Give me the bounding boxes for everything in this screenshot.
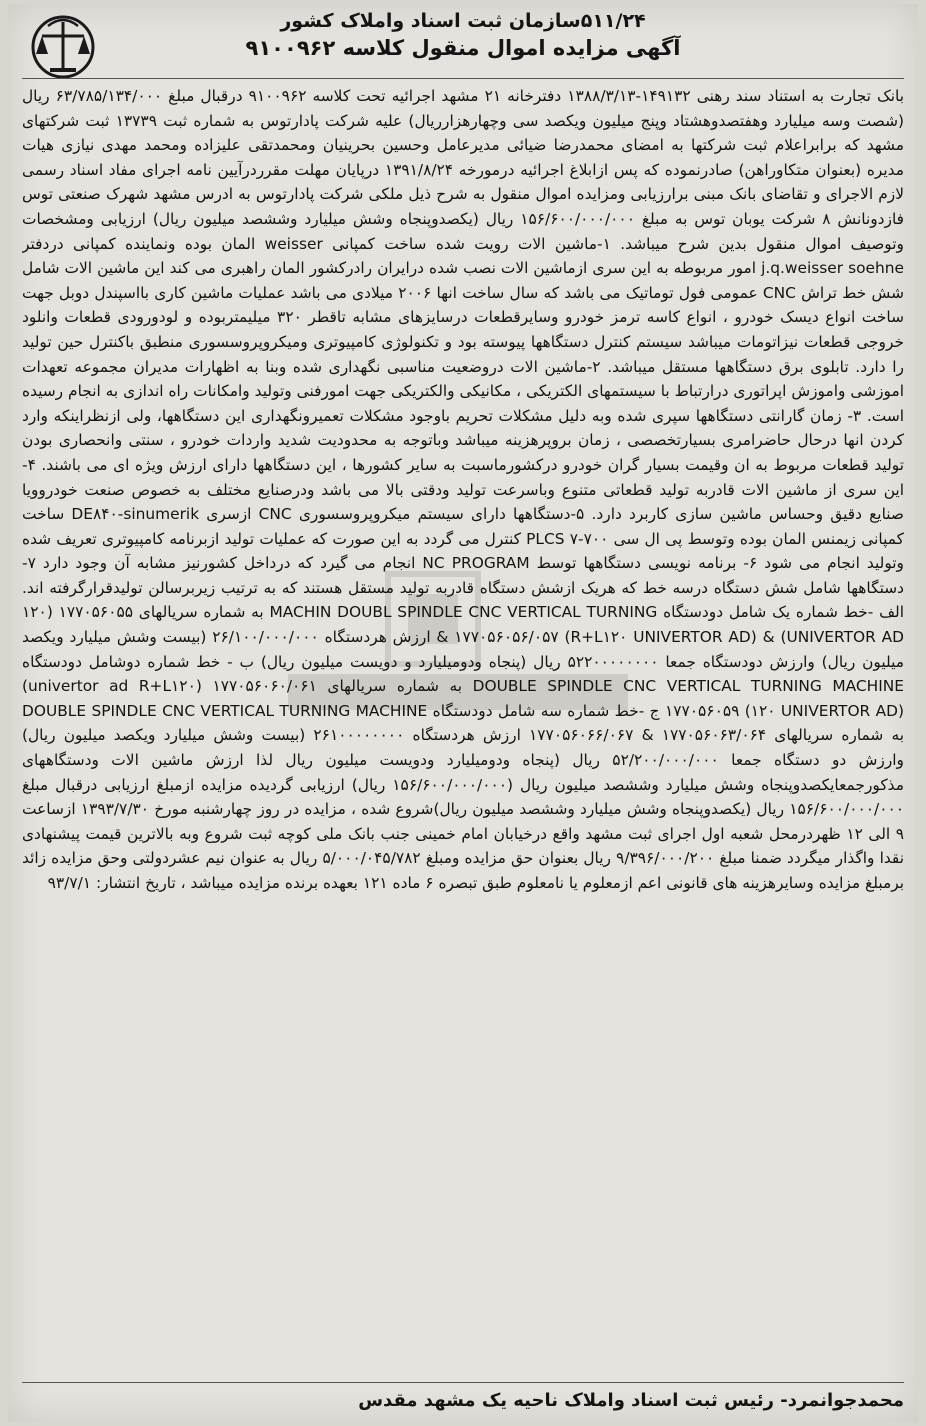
header-divider xyxy=(22,78,904,79)
ad-title: آگهی مزایده اموال منقول کلاسه ۹۱۰۰۹۶۲ xyxy=(245,36,681,60)
ad-header xyxy=(8,4,918,66)
registry-emblem-icon xyxy=(28,12,98,82)
ad-body-text: بانک تجارت به استناد سند رهنی ۱۴۹۱۳۲-۱۳۸۸/۳/۱۳ دفترخانه ۲۱ مشهد اجرائیه تحت کلاسه ۹۱۰۰۹۶۲ درقبال مبلغ ۶۳/۷۸۵/۱۳۴/۰۰۰ ریال (شصت وسه میلیارد وهفتصدوهشتاد وپنج میلیون ویکصد سی وچهارهزارریال) علیه شرکت پادارتوس به شماره ثبت ۱۳۷۳۹ ثبت شرکتهای مشهد که برابراعلام ثبت شرکتها به امضای محمدرضا ضیائی مدیرعامل وحسین بحرینیان ومحمدتقی علیزاده ومحمد مهدی نیازی هیات مدیره (بعنوان متکاوراهن) صادرنموده که پس ازابلاغ اجرائیه درمورخه ۱۳۹۱/۸/۲۴ درپایان مهلت مقرردرآیین نامه اجرای مفاد اسناد رسمی لازم الاجرای و تقاضای بانک مبنی برارزیابی ومزایده اموال منقول به شرح ذیل ملکی شرکت پادارتوس به ادرس مشهد شهرک صنعتی توس فازدونانش ۸ شرکت یوبان توس به مبلغ ۱۵۶/۶۰۰/۰۰۰/۰۰۰ ریال (یکصدوپنجاه وشش میلیارد وششصد میلیون ریال) ارزیابی ومشخصات وتوصیف اموال منقول بدین شرح میباشد. ۱-ماشین الات رویت شده ساخت کمپانی weisser المان بوده ونماینده کمپانی دردفتر j.q.weisser soehne امور مربوطه به این سری ازماشین الات نصب شده درایران رادرکشور المان راهبری می کند این ماشین الات شامل شش خط تراش CNC عمومی فول توماتیک می باشد که سال ساخت انها ۲۰۰۶ میلادی می باشد عملیات ماشین کاری بااسپندل دوبل جهت ساخت انواع دیسک خودرو ، انواع کاسه ترمز خودرو وسایرقطعات درسایزهای مشابه تاقطر ۳۲۰ میلیمتربوده و لودورودی قطعات وانلود خروجی قطعات نیزاتومات میباشد سیستم کنترل دستگاهها پیوسته بود و تکنولوژی کامپیوتری ومیکروپروسسوری منطبق باکنترل حین تولید را دارد. تابلوی برق دستگاهها مستقل میباشد. ۲-ماشین الات دروضعیت مناسبی نگهداری شده وبنا به اظهارات مدیران مجموعه تعهدات اموزشی واموزش اپراتوری درارتباط با سیستمهای الکتریکی ، مکانیکی والکتریکی جهت امورفنی وتولید وامکانات راه اندازی به انجام رسیده است. ۳- زمان گارانتی دستگاهها سپری شده وبه دلیل مشکلات تحریم باوجود مشکلات تعمیرونگهداری این دستگاهها، ولی ازنظراینکه وارد کردن انها درحال حاضرامری بسیارتخصصی ، زمان بروپرهزینه میباشد وباتوجه به محدودیت شدید واردات خودرو ، سنتی وانحصاری بودن تولید قطعات مربوط به ان وقیمت بسیار گران خودرو درکشورماسبت به سایر کشورها ، این دستگاهها دارای ارزش ویژه ای می باشند. ۴-این سری از ماشین الات قادربه تولید قطعاتی متنوع وباسرعت تولید ودقتی بالا می باشد ودرصنایع مختلف به خصوص صنعت خودروویا صنایع دقیق وحساس ماشین سازی کاربرد دارد. ۵-دستگاهها دارای سیستم میکروپروسسوری CNC ازسری DE۸۴۰-sinumerik ساخت کمپانی زیمنس المان بوده وتوسط پی ال سی ۷۰۰-۷ PLCS کنترل می گردد به این صورت که عملیات تولید ازبرنامه کامپیوتری تعریف شده وتولید انجام می شود ۶- برنامه نویسی دستگاهها توسط NC PROGRAM انجام می گیرد که درداخل کشورنیز مشابه آن وجود دارد ۷- دستگاهها شامل شش دستگاه درسه خط که هریک ازشش دستگاه قادربه تولید مستقل هستند که به ترتیب زیربرسالن تولیدقرارگرفته اند. الف -خط شماره یک شامل دودستگاه MACHIN DOUBL SPINDLE CNC VERTICAL TURNING به شماره سریالهای ۱۷۷۰۵۶۰۵۵ (۱۲۰ UNIVERTOR AD) & ۱۷۷۰۵۶۰۵۶/۰۵۷ (R+L۱۲۰ UNIVERTOR AD) & ارزش هردستگاه ۲۶/۱۰۰/۰۰۰/۰۰۰ (بیست وشش میلیارد ویکصد میلیون ریال) وارزش دودستگاه جمعا ۵۲۲۰۰۰۰۰۰۰۰ ریال (پنجاه ودومیلیارد و دویست میلیون ریال) ب - خط شماره دوشامل دودستگاه DOUBLE SPINDLE CNC VERTICAL TURNING MACHINE به شماره سریالهای ۱۷۷۰۵۶۰۶۰/۰۶۱ (univertor ad R+L۱۲۰) ۱۷۷۰۵۶۰۵۹ (۱۲۰ UNIVERTOR AD) ج -خط شماره سه شامل دودستگاه DOUBLE SPINDLE CNC VERTICAL TURNING MACHINE به شماره سریالهای ۱۷۷۰۵۶۰۶۳/۰۶۴ & ۱۷۷۰۵۶۰۶۶/۰۶۷ ارزش هردستگاه ۲۶۱۰۰۰۰۰۰۰۰ (بیست وشش میلیارد ویکصد میلیون ریال) وارزش دو دستگاه جمعا ۵۲/۲۰۰/۰۰۰/۰۰۰ ریال (پنجاه ودومیلیارد ودویست میلیون ریال لذا ارزش ماشین الات ودستگاههای مذکورجمعایکصدوپنجاه وشش میلیارد وششصد میلیون ریال (۱۵۶/۶۰۰/۰۰۰/۰۰۰ ریال) ارزیابی گردیده مزایده ازمبلغ ارزیابی درقبال مبلغ ۱۵۶/۶۰۰/۰۰۰/۰۰۰ ریال (یکصدوپنجاه وشش میلیارد وششصد میلیون ریال)شروع شده ، مزایده در روز چهارشنبه مورخ ۱۳۹۳/۷/۳۰ ازساعت ۹ الی ۱۲ ظهردرمحل شعبه اول اجرای ثبت مشهد واقع درخیابان امام خمینی جنب بانک ملی کوچه ثبت شروع وبه بالاترین قیمت پیشنهادی نقدا واگذار میگردد ضمنا مبلغ ۹/۳۹۶/۰۰۰/۲۰۰ ریال بعنوان حق مزایده ومبلغ ۵/۰۰۰/۰۴۵/۷۸۲ ریال به عنوان نیم عشردولتی وحق مزایده زائد برمبلغ مزایده وسایرهزینه های قانونی اعم ازمعلوم یا نامعلوم طبق تبصره ۶ ماده ۱۲۱ بعهده برنده مزایده میباشد ، تاریخ انتشار: ۹۳/۷/۱ xyxy=(22,87,904,892)
organization-line: ۵۱۱/۲۴سازمان ثبت اسناد واملاک کشور xyxy=(280,10,646,32)
footer-divider xyxy=(22,1382,904,1383)
newspaper-clipping xyxy=(8,4,918,1422)
signature-line: محمدجوانمرد- رئیس ثبت اسناد واملاک ناحیه یک مشهد مقدس xyxy=(358,1390,904,1411)
